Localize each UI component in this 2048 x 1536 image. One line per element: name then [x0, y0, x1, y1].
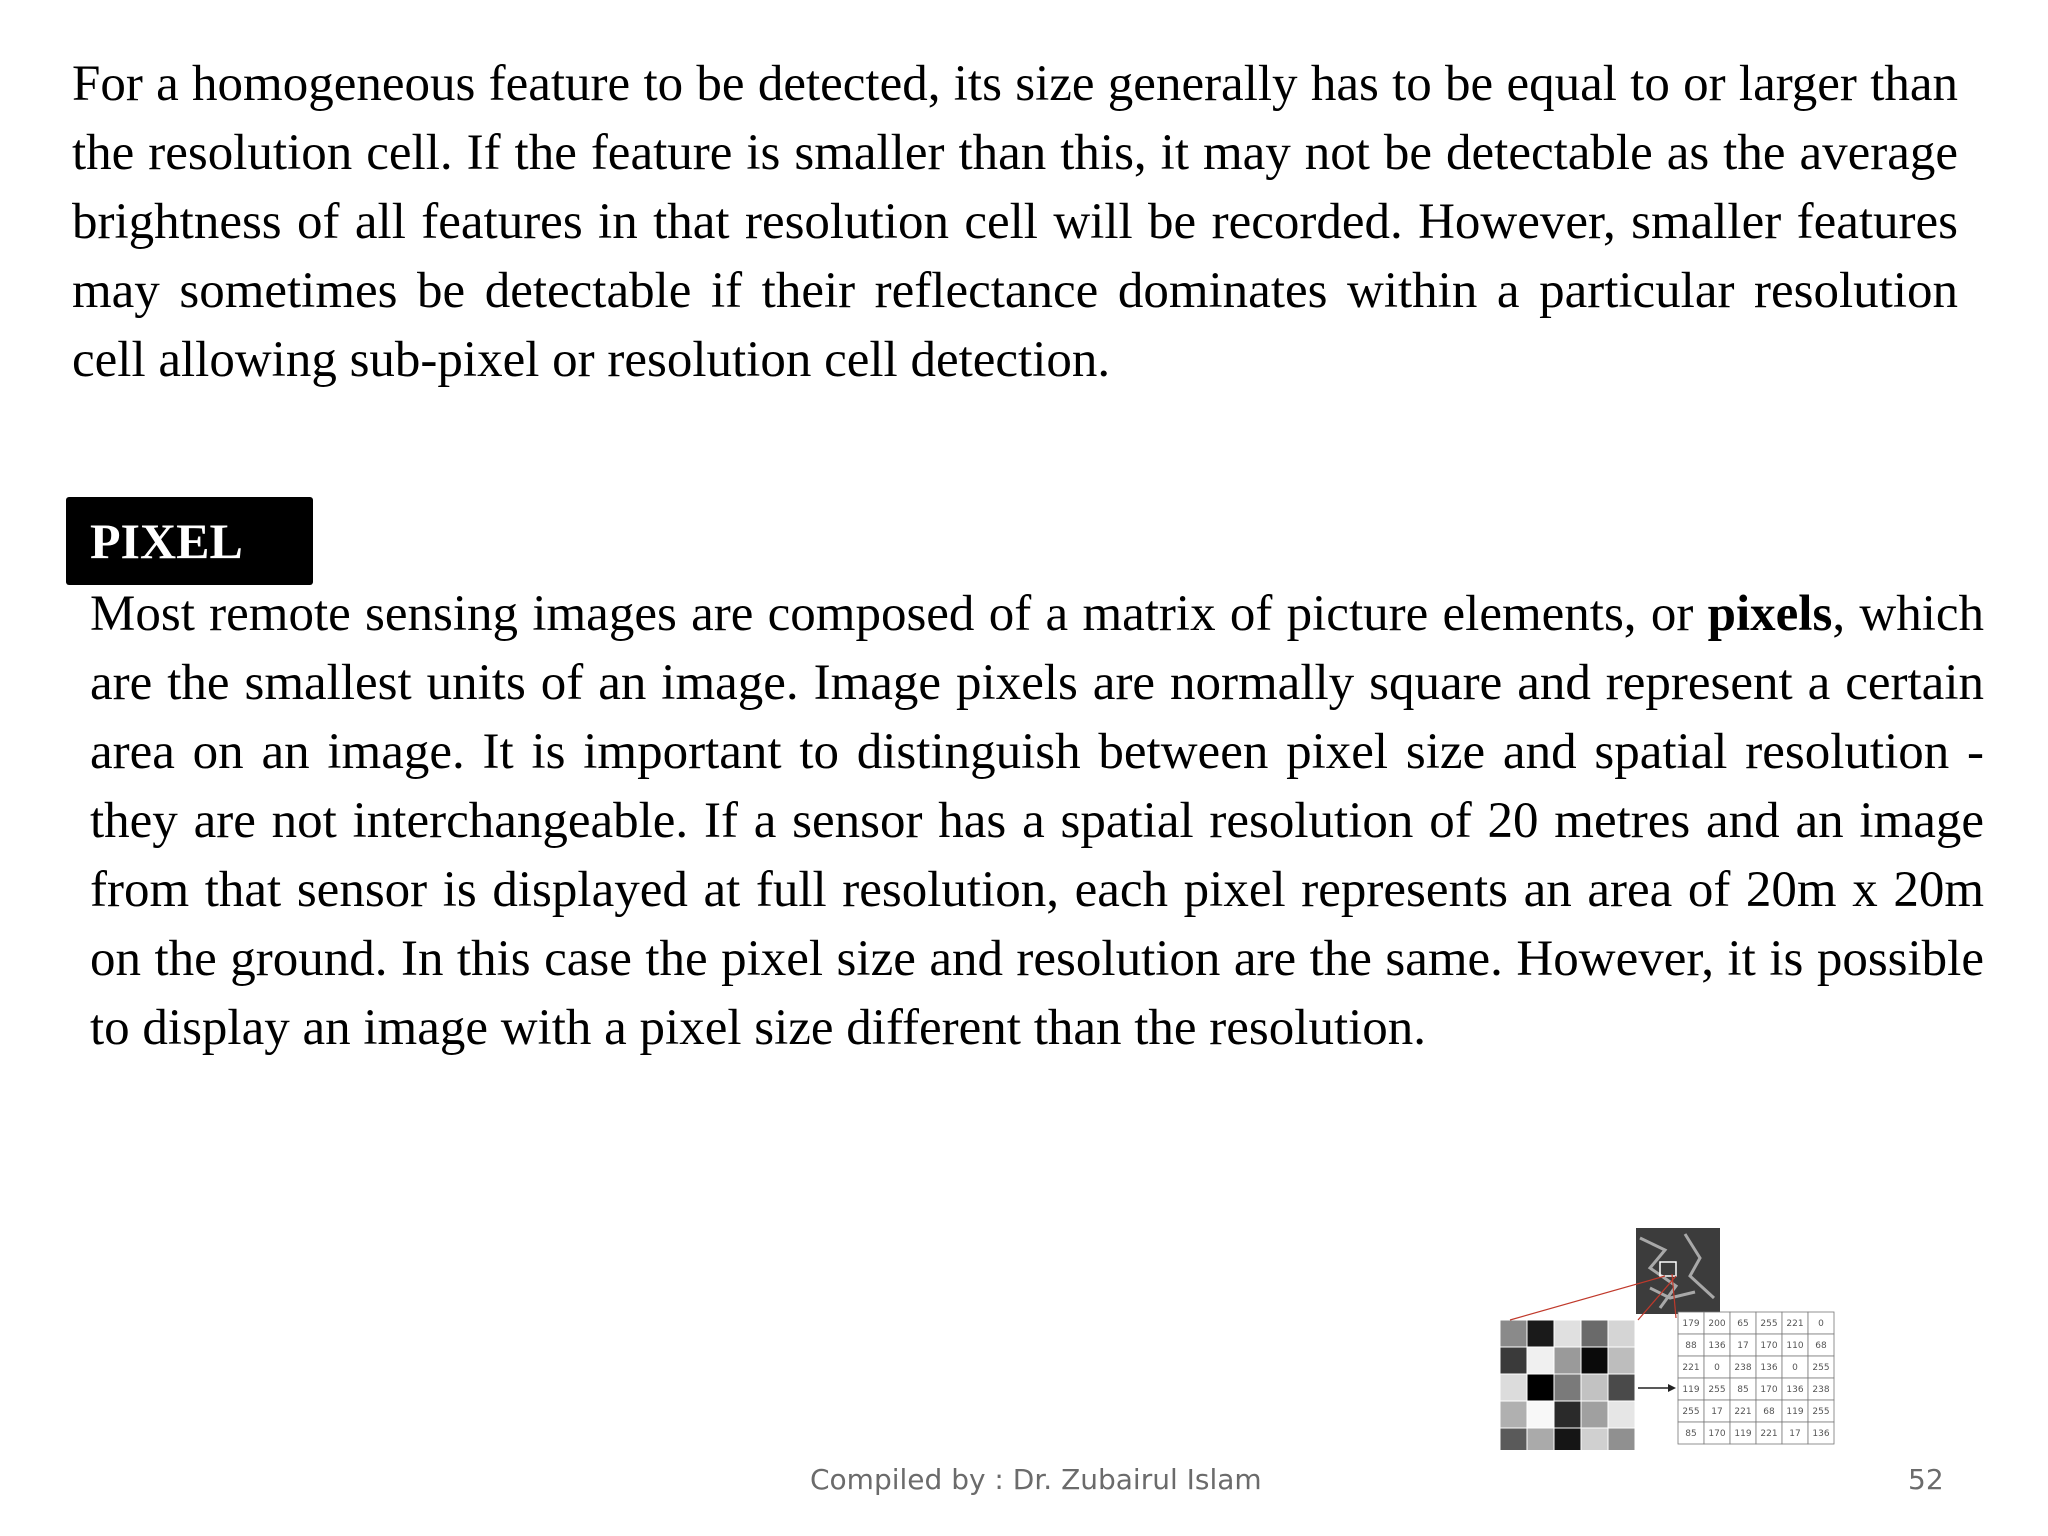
grid-pixel [1608, 1401, 1635, 1428]
value-cell-label: 17 [1711, 1407, 1723, 1417]
value-cell-label: 88 [1685, 1341, 1697, 1351]
value-cell-label: 85 [1685, 1429, 1697, 1439]
value-cell-label: 136 [1708, 1341, 1726, 1351]
grid-pixel [1500, 1347, 1527, 1374]
grid-pixel [1554, 1320, 1581, 1347]
value-cell-label: 0 [1818, 1319, 1824, 1329]
pixel-paragraph-start: Most remote sensing images are composed of a matrix of picture elements, or [90, 586, 1708, 642]
grid-pixel [1500, 1401, 1527, 1428]
page-number: 52 [1908, 1463, 1944, 1496]
grid-pixel [1554, 1428, 1581, 1450]
value-cell-label: 119 [1734, 1429, 1752, 1439]
grid-pixel [1500, 1320, 1527, 1347]
value-cell-label: 255 [1812, 1363, 1830, 1373]
grid-pixel [1527, 1320, 1554, 1347]
value-cell-label: 17 [1737, 1341, 1749, 1351]
grid-pixel [1581, 1428, 1608, 1450]
value-cell-label: 179 [1682, 1319, 1700, 1329]
grid-pixel [1581, 1320, 1608, 1347]
grid-pixel [1554, 1347, 1581, 1374]
section-heading-box [66, 497, 313, 585]
value-cell-label: 85 [1737, 1385, 1749, 1395]
value-cell-label: 255 [1812, 1407, 1830, 1417]
value-cell-label: 238 [1812, 1385, 1830, 1395]
value-cell-label: 136 [1760, 1363, 1778, 1373]
value-cell-label: 0 [1792, 1363, 1798, 1373]
value-cell-label: 170 [1760, 1341, 1778, 1351]
value-cell-label: 221 [1786, 1319, 1804, 1329]
value-cell-label: 238 [1734, 1363, 1752, 1373]
value-cell-label: 17 [1789, 1429, 1801, 1439]
section-heading: PIXEL [90, 513, 243, 569]
grayscale-pixel-grid [1500, 1320, 1635, 1450]
grid-pixel [1608, 1347, 1635, 1374]
grid-pixel [1527, 1347, 1554, 1374]
grid-pixel [1500, 1374, 1527, 1401]
value-cell-label: 110 [1786, 1341, 1804, 1351]
value-cell-label: 255 [1760, 1319, 1778, 1329]
grid-pixel [1500, 1428, 1527, 1450]
value-cell-label: 119 [1786, 1407, 1804, 1417]
footer-credit: Compiled by : Dr. Zubairul Islam [810, 1463, 1262, 1496]
value-cell-label: 0 [1714, 1363, 1720, 1373]
value-cell-label: 221 [1734, 1407, 1752, 1417]
value-cell-label: 119 [1682, 1385, 1700, 1395]
value-cell-label: 221 [1682, 1363, 1700, 1373]
value-cell-label: 255 [1682, 1407, 1700, 1417]
value-cell-label: 68 [1763, 1407, 1775, 1417]
grid-pixel [1608, 1374, 1635, 1401]
grid-pixel [1581, 1374, 1608, 1401]
value-cell-label: 170 [1708, 1429, 1726, 1439]
pixel-matrix-figure [1500, 1228, 1840, 1450]
value-cell-label: 170 [1760, 1385, 1778, 1395]
arrow-head [1668, 1384, 1676, 1392]
grid-pixel [1527, 1374, 1554, 1401]
pixel-paragraph [90, 580, 1984, 1063]
grid-pixel [1581, 1401, 1608, 1428]
intro-paragraph: For a homogeneous feature to be detected, its size generally has to be equal to or larger than the resolution cell. If the feature is smaller than this, it may not be detectable as the average brightness of all features in that resolution cell will be recorded. However, smaller features may sometimes be detectable if their reflectance dominates within a particular resolution cell allowing sub-pixel or resolution cell detection. [72, 56, 1958, 388]
grid-pixel [1608, 1320, 1635, 1347]
pixel-value-table [1678, 1312, 1834, 1444]
value-cell-label: 136 [1812, 1429, 1830, 1439]
grid-pixel [1581, 1347, 1608, 1374]
pixel-paragraph-rest: , which are the smallest units of an image. Image pixels are normally square and represent a certain area on an image. It is important to distinguish between pixel size and spatial resolution - they are not interchangeable. If a sensor has a spatial resolution of 20 metres and an image from that sensor is displayed at full resolution, each pixel represents an area of 20m x 20m on the ground. In this case the pixel size and resolution are the same. However, it is possible to display an image with a pixel size different than the resolution. [90, 586, 1984, 1056]
grid-pixel [1554, 1374, 1581, 1401]
grid-pixel [1527, 1428, 1554, 1450]
grid-pixel [1527, 1401, 1554, 1428]
value-cell-label: 68 [1815, 1341, 1827, 1351]
grid-pixel [1608, 1428, 1635, 1450]
value-cell-label: 255 [1708, 1385, 1726, 1395]
value-cell-label: 136 [1786, 1385, 1804, 1395]
value-cell-label: 200 [1708, 1319, 1726, 1329]
pixels-term: pixels [1707, 586, 1833, 642]
grid-pixel [1554, 1401, 1581, 1428]
value-cell-label: 221 [1760, 1429, 1778, 1439]
value-cell-label: 65 [1737, 1319, 1749, 1329]
